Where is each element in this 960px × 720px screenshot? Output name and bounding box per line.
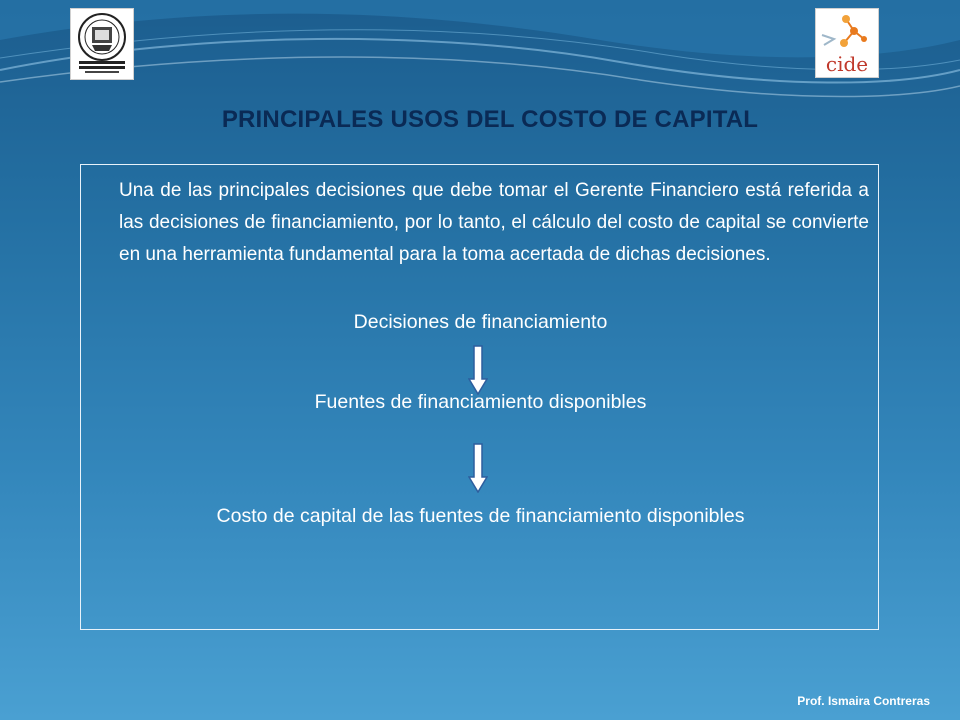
down-arrow-icon <box>468 345 488 395</box>
footer-author: Prof. Ismaira Contreras <box>797 694 930 708</box>
flow-step-financing-decisions: Decisiones de financiamiento <box>353 311 608 333</box>
cide-logo-icon <box>816 9 878 77</box>
content-box <box>80 164 879 630</box>
down-arrow-icon <box>468 443 488 493</box>
slide-title: PRINCIPALES USOS DEL COSTO DE CAPITAL <box>221 106 759 133</box>
university-logo <box>70 8 134 80</box>
intro-paragraph: Una de las principales decisiones que debe tomar el Gerente Financiero está referida a las decisiones de financiamiento, por lo tanto, el cálculo del costo de capital se convierte en una herramienta fundamental para la toma acertada de dichas decisiones. <box>119 180 869 265</box>
flow-step-cost-of-capital: Costo de capital de las fuentes de financiamiento disponibles <box>216 505 745 527</box>
flow-step-available-sources: Fuentes de financiamiento disponibles <box>314 391 647 413</box>
cide-logo-text: cide <box>825 52 869 76</box>
cide-logo <box>815 8 879 78</box>
university-seal-icon <box>71 9 133 79</box>
